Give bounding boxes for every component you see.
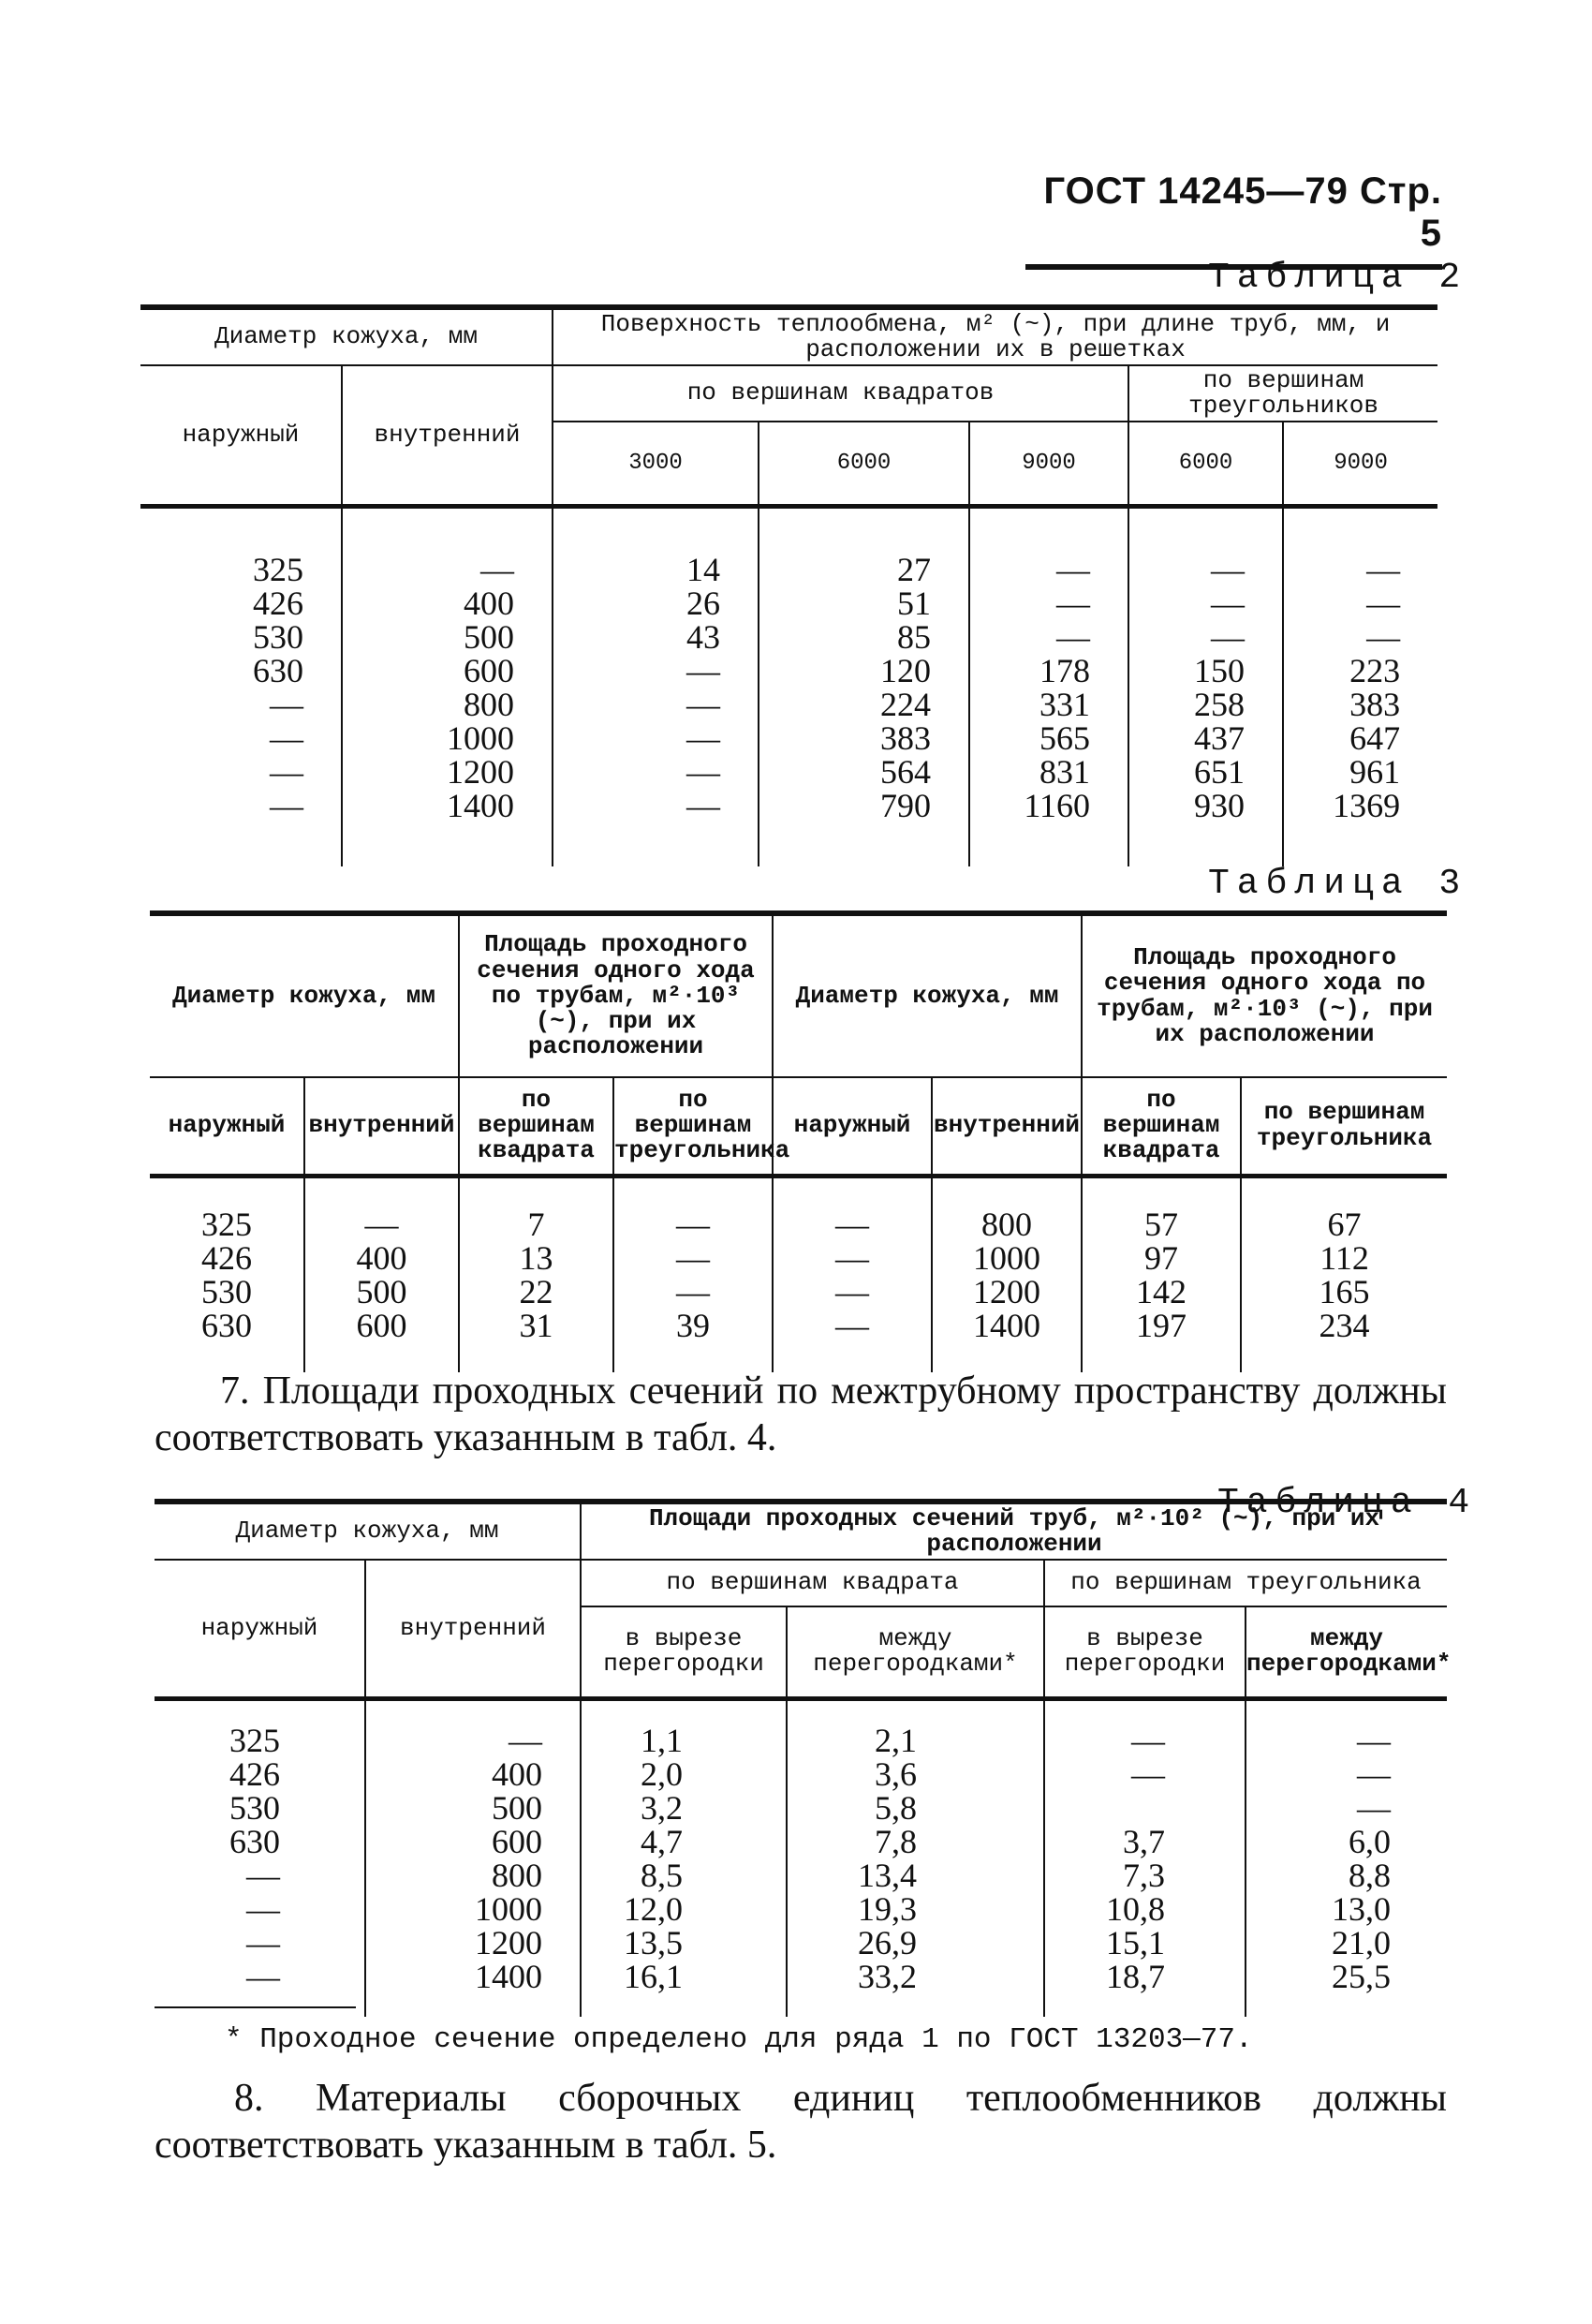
table4 bbox=[155, 1499, 1452, 2017]
t4-head-square: по вершинам квадрата bbox=[581, 1560, 1044, 1606]
t3-head-inner-1: внутренний bbox=[304, 1077, 459, 1176]
table4-caption: Таблица 4 bbox=[1217, 1483, 1478, 1523]
footnote: * Проходное сечение определено для ряда 1 по ГОСТ 13203—77. bbox=[225, 2023, 1253, 2056]
table2-caption: Таблица 2 bbox=[1208, 258, 1468, 298]
t2-len-9000-tr: 9000 bbox=[1283, 422, 1437, 506]
paragraph-7: 7. Площади проходных сечений по межтрубному пространству должны соответствовать указанным в табл. 4. bbox=[155, 1369, 1447, 1459]
t3-head-area-2: Площадь проходного сечения одного хода по трубам, м²·10³ (~), при их расположении bbox=[1082, 913, 1447, 1077]
t4-col-tr-cut: — — 3,7 7,3 10,8 15,1 18,7 bbox=[1044, 1698, 1246, 2017]
t2-col-sq-9000: — — — 178 331 565 831 1160 bbox=[969, 506, 1128, 866]
t2-head-outer: наружный bbox=[140, 365, 342, 506]
table3-caption: Таблица 3 bbox=[1208, 864, 1468, 904]
t2-len-6000-tr: 6000 bbox=[1128, 422, 1283, 506]
t4-head-tr-between: между перегородками* bbox=[1246, 1606, 1447, 1698]
t3-col-square-2: 57 97 142 197 bbox=[1082, 1176, 1241, 1372]
t2-col-sq-6000: 27 51 85 120 224 383 564 790 bbox=[759, 506, 969, 866]
t4-head-tr-cut: в вырезе перегородки bbox=[1044, 1606, 1246, 1698]
t2-col-inner: — 400 500 600 800 1000 1200 1400 bbox=[342, 506, 553, 866]
t4-col-sq-between: 2,1 3,6 5,8 7,8 13,4 19,3 26,9 33,2 bbox=[787, 1698, 1044, 2017]
t3-head-outer-2: наружный bbox=[773, 1077, 932, 1176]
t2-head-inner: внутренний bbox=[342, 365, 553, 506]
footnote-rule bbox=[155, 2006, 356, 2008]
t4-head-sq-cut: в вырезе перегородки bbox=[581, 1606, 787, 1698]
t4-col-sq-cut: 1,1 2,0 3,2 4,7 8,5 12,0 13,5 16,1 bbox=[581, 1698, 787, 2017]
t2-len-9000-sq: 9000 bbox=[969, 422, 1128, 506]
t4-col-tr-between: — — — 6,0 8,8 13,0 21,0 25,5 bbox=[1332, 1722, 1392, 1996]
t4-head-diameter: Диаметр кожуха, мм bbox=[155, 1502, 581, 1560]
table3 bbox=[150, 910, 1447, 1372]
t3-head-outer-1: наружный bbox=[150, 1077, 304, 1176]
t3-head-inner-2: внутренний bbox=[932, 1077, 1082, 1176]
t2-col-tr-6000: — — — 150 258 437 651 930 bbox=[1128, 506, 1283, 866]
t3-head-diameter-1: Диаметр кожуха, мм bbox=[150, 913, 459, 1077]
t4-head-triangle: по вершинам треугольника bbox=[1044, 1560, 1447, 1606]
t4-head-area: Площади проходных сечений труб, м²·10² (~), при их расположении bbox=[581, 1502, 1447, 1560]
paragraph-8: 8. Материалы сборочных единиц теплообменников должны соответствовать указанным в табл. 5. bbox=[155, 2077, 1447, 2167]
t2-col-outer: 325 426 530 630 — — — — bbox=[140, 506, 342, 866]
t3-head-square-1: по вершинам квадрата bbox=[459, 1077, 613, 1176]
t2-len-3000: 3000 bbox=[553, 422, 759, 506]
t3-head-triangle-2: по вершинам треугольника bbox=[1241, 1077, 1447, 1176]
t3-col-outer-1: 325 426 530 630 bbox=[150, 1176, 304, 1372]
t2-head-squares: по вершинам квадратов bbox=[553, 365, 1128, 422]
t4-head-inner: внутренний bbox=[365, 1560, 581, 1698]
t3-head-diameter-2: Диаметр кожуха, мм bbox=[773, 913, 1082, 1077]
t3-col-triangle-1: — — — 39 bbox=[613, 1176, 773, 1372]
table2 bbox=[140, 304, 1437, 866]
t3-col-inner-2: 800 1000 1200 1400 bbox=[932, 1176, 1082, 1372]
t3-col-triangle-2: 67 112 165 234 bbox=[1319, 1206, 1370, 1345]
t4-col-outer: 325 426 530 630 — — — — bbox=[155, 1698, 365, 2017]
t3-head-triangle-1: по вершинам треугольника bbox=[613, 1077, 773, 1176]
t4-head-sq-between: между перегородками* bbox=[787, 1606, 1044, 1698]
t3-head-square-2: по вершинам квадрата bbox=[1082, 1077, 1241, 1176]
t4-head-outer: наружный bbox=[155, 1560, 365, 1698]
t3-head-area-1: Площадь проходного сечения одного хода по трубам, м²·10³ (~), при их расположении bbox=[459, 913, 773, 1077]
t3-col-square-1: 7 13 22 31 bbox=[459, 1176, 613, 1372]
t3-col-outer-2: — — — — bbox=[773, 1176, 932, 1372]
t2-len-6000-sq: 6000 bbox=[759, 422, 969, 506]
t2-head-surface: Поверхность теплообмена, м² (~), при длине труб, мм, и расположении их в решетках bbox=[553, 307, 1437, 365]
t2-head-diameter: Диаметр кожуха, мм bbox=[140, 307, 553, 365]
page-header: ГОСТ 14245—79 Стр. 5 bbox=[1025, 170, 1442, 270]
t3-col-inner-1: — 400 500 600 bbox=[304, 1176, 459, 1372]
t2-col-tr-9000: — — — 223 383 647 961 1369 bbox=[1333, 550, 1401, 824]
t2-head-triangles: по вершинам треугольников bbox=[1128, 365, 1437, 422]
t2-col-sq-3000: 14 26 43 — — — — — bbox=[553, 506, 759, 866]
t4-col-inner: — 400 500 600 800 1000 1200 1400 bbox=[365, 1698, 581, 2017]
